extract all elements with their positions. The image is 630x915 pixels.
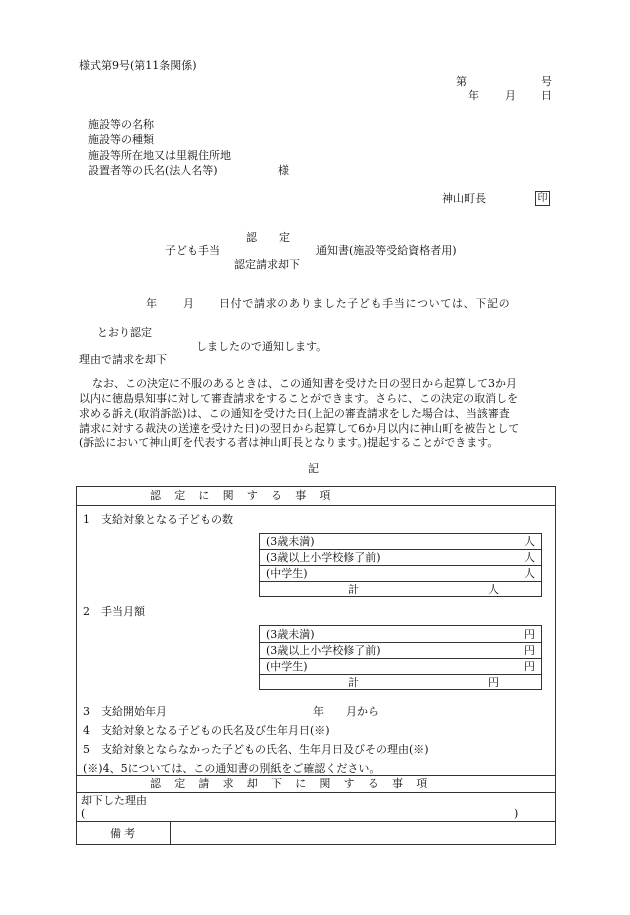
date-month: 月 xyxy=(505,89,516,102)
body-option-approve: とおり認定 xyxy=(97,326,152,339)
header-divider xyxy=(76,505,556,506)
amount-row-label: (3歳未満) xyxy=(266,628,315,641)
amount-row-unit: 円 xyxy=(524,644,535,657)
doc-number-prefix: 第 xyxy=(456,75,467,88)
item4-label: 4 支給対象となる子どもの氏名及び生年月日(※) xyxy=(83,724,330,737)
facility-name-label: 施設等の名称 xyxy=(88,118,154,131)
appeal-line-5: (訴訟において神山町を代表する者は神山町長となります。)提起することができます。 xyxy=(79,436,499,449)
body-middle: しましたので通知します。 xyxy=(196,340,328,353)
approval-section-header: 認 定 に 関 す る 事 項 xyxy=(150,489,332,502)
item1-label: 1 支給対象となる子どもの数 xyxy=(83,513,233,526)
reject-reason-paren-close: ) xyxy=(514,807,519,820)
children-row-unit: 人 xyxy=(524,551,535,564)
title-left: 子ども手当 xyxy=(165,244,220,257)
item3-value: 年 月から xyxy=(313,705,379,718)
body-line1: 日付で請求のありました子ども手当については、下記の xyxy=(219,297,511,310)
appeal-line-1: なお、この決定に不服のあるときは、この通知書を受けた日の翌日から起算して3か月 xyxy=(92,377,517,390)
children-total-label: 計 xyxy=(348,583,359,596)
amount-row-unit: 円 xyxy=(524,660,535,673)
children-row-unit: 人 xyxy=(524,567,535,580)
title-option-approve: 認 定 xyxy=(246,231,290,244)
title-option-reject: 認定請求却下 xyxy=(234,258,300,271)
table-note: (※)4、5については、この通知書の別紙をご確認ください。 xyxy=(83,762,381,775)
founder-name-label: 設置者等の氏名(法人名等) xyxy=(88,164,218,177)
amount-row-unit: 円 xyxy=(524,628,535,641)
appeal-line-4: 請求に対する裁決の送達を受けた日)の翌日から起算して6か月以内に神山町を被告として xyxy=(79,422,520,435)
item5-label: 5 支給対象とならなかった子どもの氏名、生年月日及びその理由(※) xyxy=(83,743,429,756)
reject-reason-label: 却下した理由 xyxy=(81,794,147,807)
amount-total-unit: 円 xyxy=(488,676,499,689)
body-year: 年 xyxy=(146,297,157,310)
children-row-unit: 人 xyxy=(524,535,535,548)
children-row-label: (3歳以上小学校修了前) xyxy=(266,551,381,564)
sender-title: 神山町長 xyxy=(442,192,486,205)
children-row-label: (中学生) xyxy=(266,567,308,580)
seal-mark: 印 xyxy=(535,191,550,206)
children-row-label: (3歳未満) xyxy=(266,535,315,548)
item3-label: 3 支給開始年月 xyxy=(83,705,167,718)
amount-row-label: (中学生) xyxy=(266,660,308,673)
body-month: 月 xyxy=(183,297,194,310)
remarks-label: 備考 xyxy=(110,827,139,840)
amount-total-label: 計 xyxy=(348,676,359,689)
reject-section-header: 認 定 請 求 却 下 に 関 す る 事 項 xyxy=(150,777,429,790)
doc-number-suffix: 号 xyxy=(541,75,552,88)
title-right: 通知書(施設等受給資格者用) xyxy=(316,244,457,257)
facility-type-label: 施設等の種類 xyxy=(88,133,154,146)
reject-reason-paren-open: ( xyxy=(81,807,86,820)
date-year: 年 xyxy=(468,89,479,102)
ki-mark: 記 xyxy=(308,462,319,475)
appeal-line-2: 以内に徳島県知事に対して審査請求をすることができます。さらに、この決定の取消しを xyxy=(79,392,519,405)
honorific: 様 xyxy=(278,164,289,177)
form-number: 様式第9号(第11条関係) xyxy=(79,59,197,72)
children-total-unit: 人 xyxy=(488,583,499,596)
appeal-line-3: 求める訴え(取消訴訟)は、この通知を受けた日(上記の審査請求をした場合は、当該審査 xyxy=(79,407,510,420)
body-option-reject: 理由で請求を却下 xyxy=(79,353,167,366)
facility-address-label: 施設等所在地又は里親住所地 xyxy=(88,149,231,162)
date-day: 日 xyxy=(541,89,552,102)
amount-row-label: (3歳以上小学校修了前) xyxy=(266,644,381,657)
item2-label: 2 手当月額 xyxy=(83,605,145,618)
